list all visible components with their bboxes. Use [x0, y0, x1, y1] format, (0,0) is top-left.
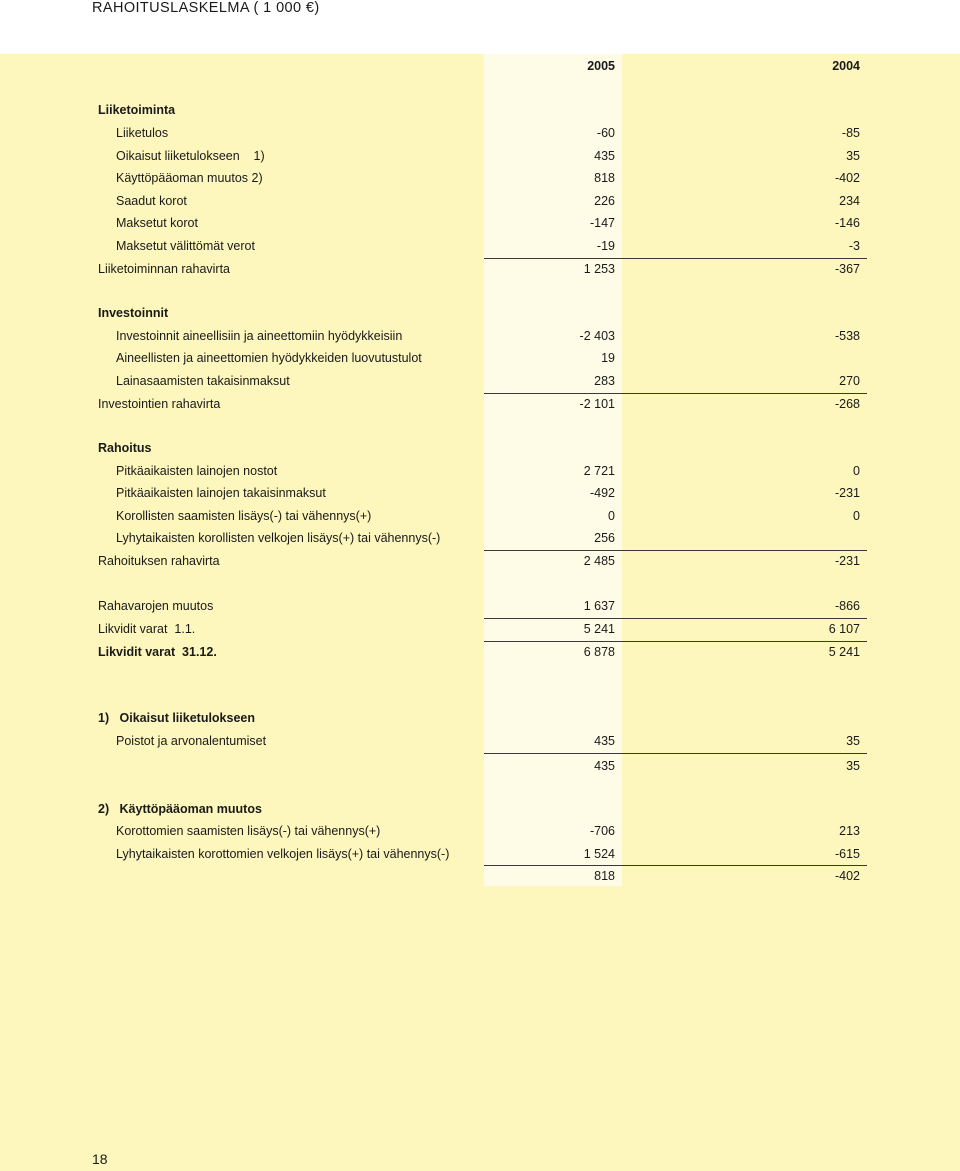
total-2004: -231	[834, 554, 860, 568]
note-heading	[0, 799, 960, 821]
year-2005-header: 2005	[587, 59, 615, 73]
note-value-2005: 435	[594, 734, 615, 748]
value-2005: -60	[596, 126, 615, 140]
table-row	[0, 168, 960, 190]
value-2004: 0	[853, 464, 860, 478]
total-row	[0, 394, 960, 416]
note-2-heading: 2) Käyttöpääoman muutos	[98, 802, 262, 816]
value-2004: -85	[841, 126, 860, 140]
table-row	[0, 191, 960, 213]
note-total-2004: -402	[834, 869, 860, 883]
summary-2004: 6 107	[828, 622, 860, 636]
total-2005: 1 253	[583, 262, 615, 276]
row-label: Maksetut korot	[116, 216, 198, 230]
note-value-2004: 35	[846, 734, 860, 748]
note-total-row	[0, 866, 960, 888]
row-label: Maksetut välittömät verot	[116, 239, 255, 253]
row-label: Aineellisten ja aineettomien hyödykkeiden luovutustulot	[116, 351, 422, 365]
note-value-2004: 213	[839, 824, 860, 838]
note-value-2005: -706	[589, 824, 615, 838]
value-2004: -146	[834, 216, 860, 230]
table-row	[0, 146, 960, 168]
value-2005: -147	[589, 216, 615, 230]
section-heading	[0, 438, 960, 460]
note-row	[0, 844, 960, 866]
summary-2005: 1 637	[583, 599, 615, 613]
value-2004: -538	[834, 329, 860, 343]
value-2005: 2 721	[583, 464, 615, 478]
row-label: Liiketulos	[116, 126, 169, 140]
value-2005: 435	[594, 149, 615, 163]
note-row-label: Lyhytaikaisten korottomien velkojen lisäys(+) tai vähennys(-)	[116, 847, 450, 861]
note-total-2005: 435	[594, 759, 615, 773]
value-2005: 818	[594, 171, 615, 185]
note-value-2005: 1 524	[583, 847, 615, 861]
summary-2005: 6 878	[583, 645, 615, 659]
value-2005: 283	[594, 374, 615, 388]
row-label: Saadut korot	[116, 194, 187, 208]
table-row	[0, 236, 960, 258]
summary-row	[0, 619, 960, 641]
value-2004: 234	[839, 194, 860, 208]
value-2004: 35	[846, 149, 860, 163]
note-value-2004: -615	[834, 847, 860, 861]
value-2004: -3	[848, 239, 860, 253]
total-label: Liiketoiminnan rahavirta	[98, 262, 231, 276]
summary-label: Likvidit varat 31.12.	[98, 645, 217, 659]
section-heading	[0, 303, 960, 325]
value-2005: 19	[601, 351, 615, 365]
note-1-heading: 1) Oikaisut liiketulokseen	[98, 711, 256, 725]
table-row	[0, 483, 960, 505]
table-row	[0, 348, 960, 370]
row-label: Pitkäaikaisten lainojen takaisinmaksut	[116, 486, 326, 500]
value-2005: 0	[608, 509, 615, 523]
value-2004: -231	[834, 486, 860, 500]
page-title: RAHOITUSLASKELMA ( 1 000 €)	[92, 0, 320, 16]
note-total-2005: 818	[594, 869, 615, 883]
page-number: 18	[92, 1151, 108, 1167]
section-heading-liiketoiminta: Liiketoiminta	[98, 103, 176, 117]
summary-2004: 5 241	[828, 645, 860, 659]
value-2004: -402	[834, 171, 860, 185]
total-label: Investointien rahavirta	[98, 397, 221, 411]
summary-row	[0, 642, 960, 664]
table-row	[0, 371, 960, 393]
table-row	[0, 528, 960, 550]
total-2005: -2 101	[579, 397, 615, 411]
row-label: Lyhytaikaisten korollisten velkojen lisäys(+) tai vähennys(-)	[116, 531, 441, 545]
table-row	[0, 123, 960, 145]
section-heading-rahoitus: Rahoitus	[98, 441, 152, 455]
row-label: Käyttöpääoman muutos 2)	[116, 171, 263, 185]
value-2005: -19	[596, 239, 615, 253]
total-row	[0, 259, 960, 281]
value-2005: 256	[594, 531, 615, 545]
total-row	[0, 551, 960, 573]
table-row	[0, 213, 960, 235]
note-row	[0, 821, 960, 843]
section-heading	[0, 100, 960, 122]
note-row-label: Poistot ja arvonalentumiset	[116, 734, 267, 748]
row-label: Korollisten saamisten lisäys(-) tai vähennys(+)	[116, 509, 372, 523]
summary-2005: 5 241	[583, 622, 615, 636]
total-2004: -268	[834, 397, 860, 411]
table-row	[0, 461, 960, 483]
note-heading	[0, 708, 960, 730]
note-row-label: Korottomien saamisten lisäys(-) tai vähennys(+)	[116, 824, 381, 838]
value-2005: -492	[589, 486, 615, 500]
summary-label: Rahavarojen muutos	[98, 599, 214, 613]
note-rule	[484, 753, 867, 754]
year-header-row	[0, 56, 960, 78]
row-label: Oikaisut liiketulokseen 1)	[116, 149, 265, 163]
table-row	[0, 506, 960, 528]
value-2005: 226	[594, 194, 615, 208]
summary-label: Likvidit varat 1.1.	[98, 622, 196, 636]
note-total-row	[0, 756, 960, 778]
row-label: Investoinnit aineellisiin ja aineettomiin hyödykkeisiin	[116, 329, 403, 343]
row-label: Lainasaamisten takaisinmaksut	[116, 374, 290, 388]
note-total-2004: 35	[846, 759, 860, 773]
value-2004: 270	[839, 374, 860, 388]
year-2004-header: 2004	[832, 59, 860, 73]
value-2004: 0	[853, 509, 860, 523]
total-2005: 2 485	[583, 554, 615, 568]
row-label: Pitkäaikaisten lainojen nostot	[116, 464, 278, 478]
section-heading-investoinnit: Investoinnit	[98, 306, 169, 320]
summary-row	[0, 596, 960, 618]
table-row	[0, 326, 960, 348]
total-2004: -367	[834, 262, 860, 276]
summary-2004: -866	[834, 599, 860, 613]
total-label: Rahoituksen rahavirta	[98, 554, 220, 568]
note-row	[0, 731, 960, 753]
value-2005: -2 403	[579, 329, 615, 343]
